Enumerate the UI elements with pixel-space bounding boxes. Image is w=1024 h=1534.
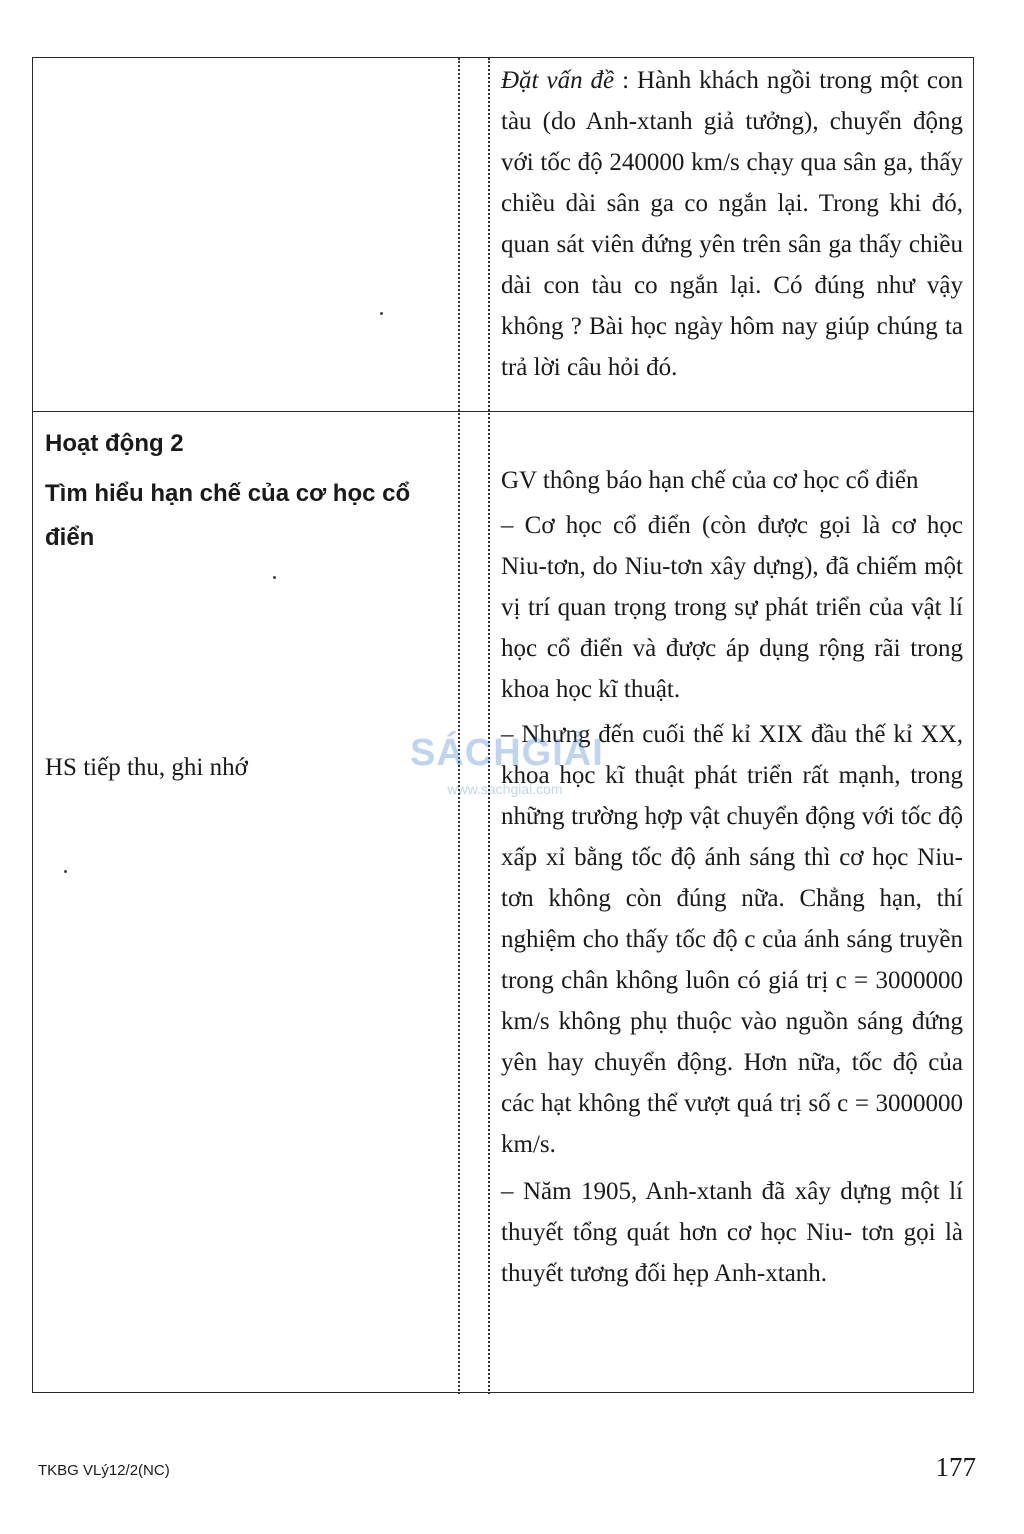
teacher-intro: GV thông báo hạn chế của cơ học cổ điển: [501, 467, 919, 494]
scan-speck: [380, 312, 383, 315]
problem-statement: [501, 60, 963, 388]
page-number: 177: [935, 1452, 976, 1482]
lesson-table: [32, 57, 974, 1393]
activity-subheading: Tìm hiểu hạn chế của cơ học cổ điển: [45, 480, 411, 551]
scan-speck: [64, 870, 67, 873]
paragraph-einstein-1905: – Năm 1905, Anh-xtanh đã xây dựng một lí thuyết tổng quát hơn cơ học Niu- tơn gọi là thuyết tương đối hẹp Anh-xtanh.: [501, 1178, 963, 1287]
footer-book-code: TKBG VLý12/2(NC): [38, 1462, 170, 1479]
row2-right-cell: [501, 460, 963, 1294]
problem-lead: Đặt vấn đề: [501, 67, 615, 94]
paragraph-limitations: – Nhưng đến cuối thế kỉ XIX đầu thế kỉ XX, khoa học kĩ thuật phát triển rất mạnh, trong những trường hợp vật chuyển động với tốc độ xấp xỉ bằng tốc độ ánh sáng thì cơ học Niu-tơn không còn đúng nữa. Chẳng hạn, thí nghiệm cho thấy tốc độ c của ánh sáng truyền trong chân không luôn có giá trị c = 3000000 km/s không phụ thuộc vào nguồn sáng đứng yên hay chuyển động. Hơn nữa, tốc độ của các hạt không thể vượt quá trị số c = 3000000 km/s.: [501, 721, 963, 1158]
scan-speck: [273, 576, 276, 579]
column-divider-dashed-left: [458, 58, 460, 1394]
watermark-url: www.sachgiai.com: [447, 781, 563, 797]
activity-heading: Hoạt động 2: [45, 430, 184, 457]
paragraph-classical-mechanics: – Cơ học cổ điển (còn được gọi là cơ học Niu-tơn, do Niu-tơn xây dựng), đã chiếm một vị trí quan trọng trong sự phát triển của vật lí học cổ điển và được áp dụng rộng rãi trong khoa học kĩ thuật.: [501, 512, 963, 703]
row2-left-cell: [45, 422, 450, 560]
row-divider: [33, 411, 973, 412]
student-note: HS tiếp thu, ghi nhớ: [45, 754, 248, 781]
problem-text: : Hành khách ngồi trong một con tàu (do Anh-xtanh giả tưởng), chuyển động với tốc độ 240000 km/s chạy qua sân ga, thấy chiều dài sân ga co ngắn lại. Trong khi đó, quan sát viên đứng yên trên sân ga thấy chiều dài con tàu co ngắn lại. Có đúng như vậy không ? Bài học ngày hôm nay giúp chúng ta trả lời câu hỏi đó.: [501, 67, 963, 381]
row1-right-cell: [501, 60, 963, 388]
watermark-brand: SÁCHGIẢI: [410, 732, 604, 774]
column-divider-dashed-right: [488, 58, 490, 1394]
